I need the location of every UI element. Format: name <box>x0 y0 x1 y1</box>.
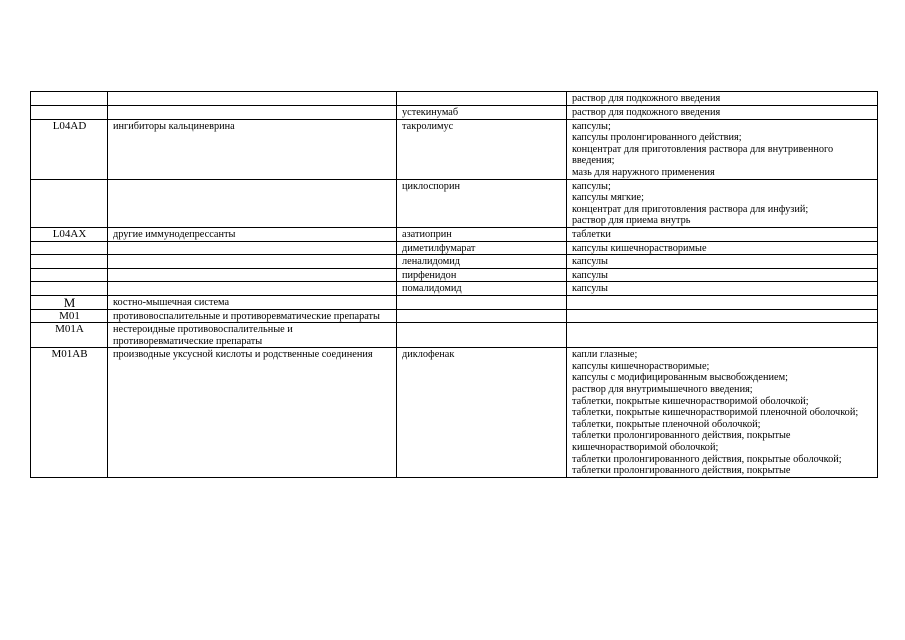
table-row <box>31 348 878 478</box>
drug-name: пирфенидон <box>397 268 567 282</box>
dosage-forms <box>567 179 878 227</box>
table-row <box>31 106 878 120</box>
atc-code: M01 <box>31 309 108 323</box>
atc-code: L04AD <box>31 119 108 179</box>
group-name <box>108 179 397 227</box>
dosage-form: капсулы мягкие; <box>572 192 644 204</box>
table-row <box>31 179 878 227</box>
atc-code <box>31 241 108 255</box>
group-name: ингибиторы кальциневрина <box>108 119 397 179</box>
atc-code: M01A <box>31 323 108 348</box>
group-name: нестероидные противовоспалительные и противоревматические препараты <box>108 323 397 348</box>
drug-name <box>397 323 567 348</box>
drug-name: такролимус <box>397 119 567 179</box>
dosage-form: капсулы; <box>572 180 611 192</box>
group-name <box>108 241 397 255</box>
group-name <box>108 268 397 282</box>
dosage-form: капсулы <box>572 269 608 281</box>
drug-name: азатиоприн <box>397 227 567 241</box>
dosage-form: концентрат для приготовления раствора для внутривенного введения; <box>572 143 834 167</box>
table-row <box>31 92 878 106</box>
atc-code <box>31 92 108 106</box>
drug-name: циклоспорин <box>397 179 567 227</box>
group-name <box>108 92 397 106</box>
dosage-form: капли глазные; <box>572 349 638 361</box>
atc-code: M01AB <box>31 348 108 478</box>
table-row <box>31 282 878 296</box>
drug-name <box>397 295 567 309</box>
table-row <box>31 295 878 309</box>
drug-name: помалидомид <box>397 282 567 296</box>
table-row <box>31 323 878 348</box>
dosage-form: раствор для подкожного введения <box>572 107 721 118</box>
dosage-form: раствор для внутримышечного введения; <box>572 384 753 396</box>
group-name: другие иммунодепрессанты <box>108 227 397 241</box>
dosage-forms <box>567 241 878 255</box>
dosage-forms <box>567 268 878 282</box>
dosage-forms <box>567 309 878 323</box>
dosage-forms <box>567 348 878 478</box>
dosage-form: таблетки пролонгированного действия, покрытые <box>572 465 791 477</box>
group-name <box>108 282 397 296</box>
dosage-form: раствор для приема внутрь <box>572 215 691 227</box>
atc-code <box>31 282 108 296</box>
dosage-form: капсулы <box>572 283 608 295</box>
dosage-form: таблетки <box>572 228 611 240</box>
drug-name <box>397 92 567 106</box>
group-name <box>108 106 397 120</box>
dosage-form: таблетки пролонгированного действия, покрытые оболочкой; <box>572 453 842 465</box>
group-name <box>108 255 397 269</box>
dosage-form: таблетки, покрытые кишечнорастворимой оболочкой; <box>572 395 809 407</box>
dosage-form: концентрат для приготовления раствора для инфузий; <box>572 203 809 215</box>
dosage-form: таблетки пролонгированного действия, покрытые кишечнорастворимой оболочкой; <box>572 430 791 454</box>
table-row <box>31 255 878 269</box>
dosage-form: капсулы пролонгированного действия; <box>572 132 742 144</box>
atc-code <box>31 106 108 120</box>
dosage-form: мазь для наружного применения <box>572 166 715 178</box>
atc-code <box>31 255 108 269</box>
dosage-form: капсулы кишечнорастворимые; <box>572 360 710 372</box>
dosage-forms <box>567 323 878 348</box>
dosage-form: таблетки, покрытые пленочной оболочкой; <box>572 418 761 430</box>
drug-name: леналидомид <box>397 255 567 269</box>
dosage-form: раствор для подкожного введения <box>572 93 721 104</box>
group-name: противовоспалительные и противоревматические препараты <box>108 309 397 323</box>
atc-code: L04AX <box>31 227 108 241</box>
drug-table <box>30 91 878 478</box>
table-row <box>31 227 878 241</box>
table-row <box>31 119 878 179</box>
dosage-forms <box>567 282 878 296</box>
group-name: костно-мышечная система <box>108 295 397 309</box>
dosage-form: капсулы с модифицированным высвобождением; <box>572 372 788 384</box>
drug-name: диметилфумарат <box>397 241 567 255</box>
group-name: производные уксусной кислоты и родственные соединения <box>108 348 397 478</box>
dosage-forms <box>567 92 878 106</box>
dosage-form: капсулы <box>572 256 608 268</box>
dosage-form: капсулы кишечнорастворимые <box>572 242 707 254</box>
atc-code: M <box>31 295 108 309</box>
dosage-forms <box>567 119 878 179</box>
table-row <box>31 309 878 323</box>
dosage-forms <box>567 255 878 269</box>
dosage-form: таблетки, покрытые кишечнорастворимой пленочной оболочкой; <box>572 407 859 419</box>
table-row <box>31 241 878 255</box>
dosage-forms <box>567 106 878 120</box>
dosage-forms <box>567 295 878 309</box>
atc-code <box>31 268 108 282</box>
drug-name: устекинумаб <box>397 106 567 120</box>
dosage-form: капсулы; <box>572 120 611 132</box>
drug-name: диклофенак <box>397 348 567 478</box>
table-row <box>31 268 878 282</box>
dosage-forms <box>567 227 878 241</box>
drug-name <box>397 309 567 323</box>
atc-code <box>31 179 108 227</box>
